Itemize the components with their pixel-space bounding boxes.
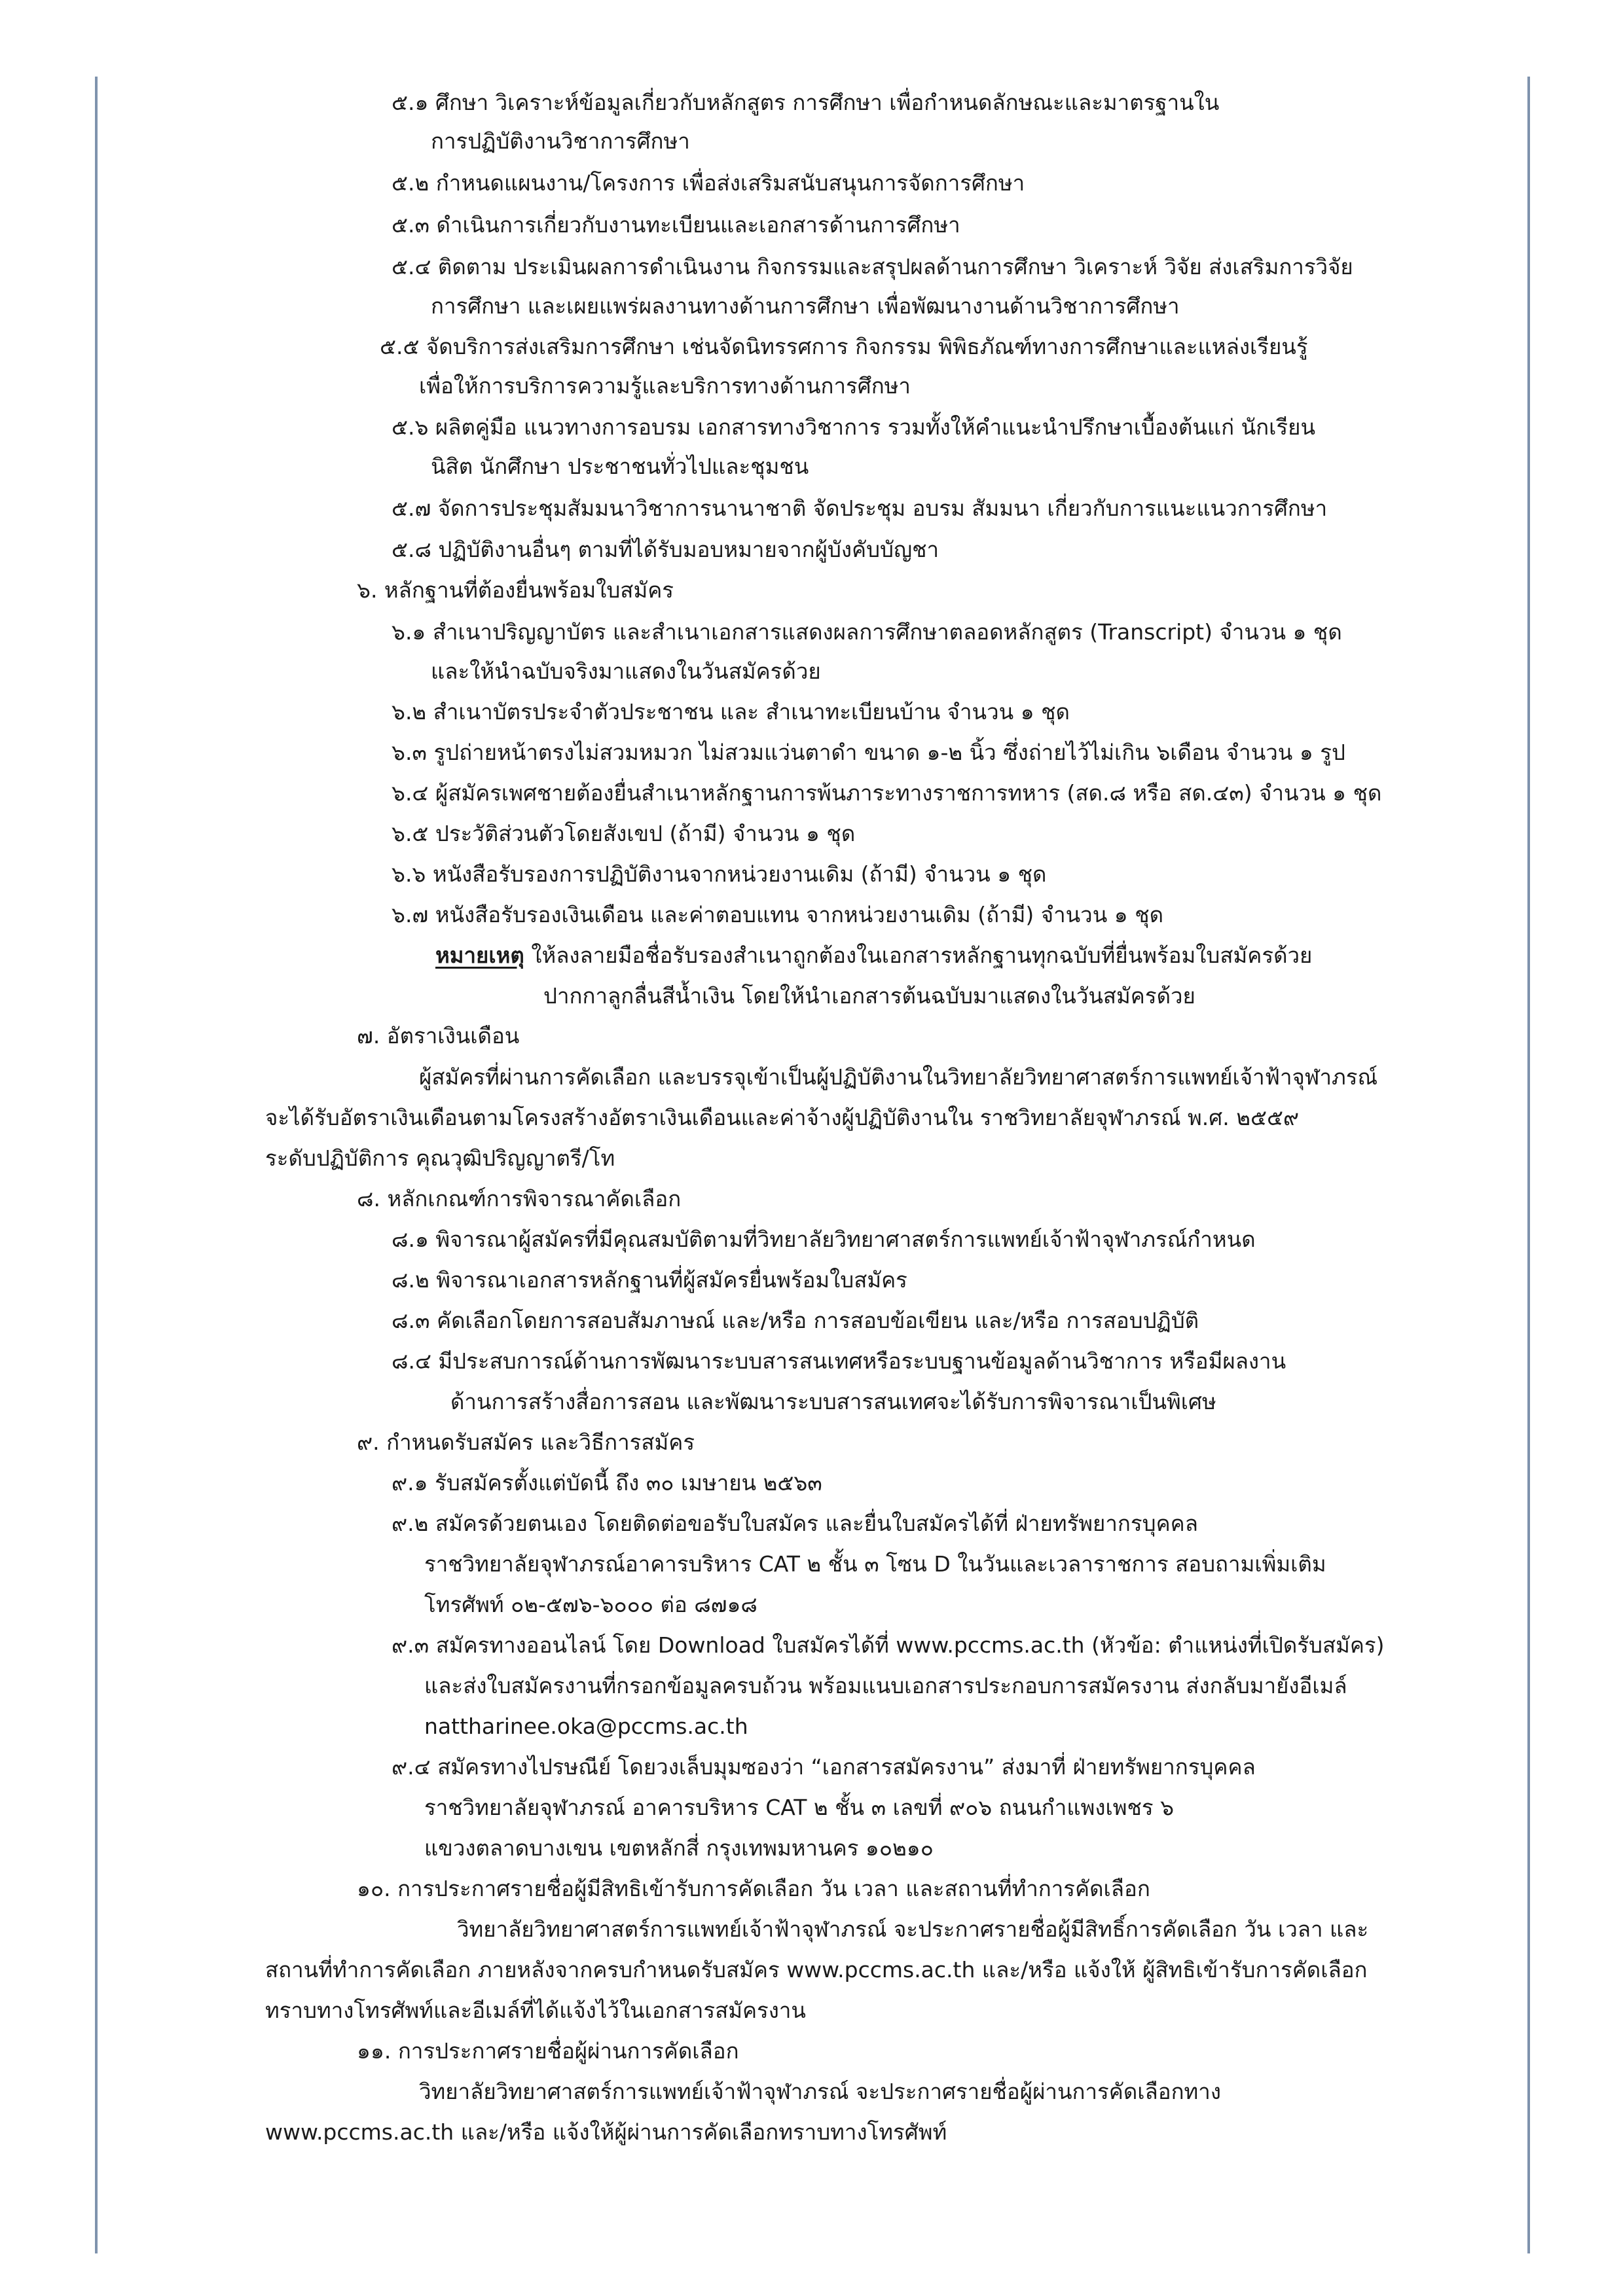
right-margin-rule <box>1527 77 1530 2253</box>
item-5-6-line-1: ๕.๖ ผลิตคู่มือ แนวทางการอบรม เอกสารทางวิชาการ รวมทั้งให้คำแนะนำปรึกษาเบื้องต้นแก่ นักเรียน <box>392 414 1316 440</box>
item-9-2-line-2: ราชวิทยาลัยจุฬาภรณ์อาคารบริหาร CAT ๒ ชั้น ๓ โซน D ในวันและเวลาราชการ สอบถามเพิ่มเติม <box>424 1551 1326 1577</box>
item-9-2-line-3: โทรศัพท์ ๐๒-๕๗๖-๖๐๐๐ ต่อ ๘๗๑๘ <box>424 1592 757 1617</box>
section-11-paragraph-line-1: วิทยาลัยวิทยาศาสตร์การแพทย์เจ้าฟ้าจุฬาภรณ์ จะประกาศรายชื่อผู้ผ่านการคัดเลือกทาง <box>419 2079 1221 2104</box>
item-6-4: ๖.๔ ผู้สมัครเพศชายต้องยื่นสำเนาหลักฐานการพ้นภาระทางราชการทหาร (สด.๘ หรือ สด.๔๓) จำนวน ๑ ชุด <box>392 780 1382 806</box>
section-11-paragraph-line-2: www.pccms.ac.th และ/หรือ แจ้งให้ผู้ผ่านการคัดเลือกทราบทางโทรศัพท์ <box>265 2119 947 2145</box>
item-5-5-line-2: เพื่อให้การบริการความรู้และบริการทางด้านการศึกษา <box>419 373 911 399</box>
item-8-4-line-1: ๘.๔ มีประสบการณ์ด้านการพัฒนาระบบสารสนเทศหรือระบบฐานข้อมูลด้านวิชาการ หรือมีผลงาน <box>392 1348 1286 1374</box>
item-6-1-line-2: และให้นำฉบับจริงมาแสดงในวันสมัครด้วย <box>431 658 821 684</box>
item-5-8: ๕.๘ ปฏิบัติงานอื่นๆ ตามที่ได้รับมอบหมายจากผู้บังคับบัญชา <box>392 537 939 562</box>
section-11-heading: ๑๑. การประกาศรายชื่อผู้ผ่านการคัดเลือก <box>357 2038 739 2064</box>
item-9-3-line-2: และส่งใบสมัครงานที่กรอกข้อมูลครบถ้วน พร้อมแนบเอกสารประกอบการสมัครงาน ส่งกลับมายังอีเมล์ <box>424 1673 1347 1698</box>
item-9-2-line-1: ๙.๒ สมัครด้วยตนเอง โดยติดต่อขอรับใบสมัคร และยื่นใบสมัครได้ที่ ฝ่ายทรัพยากรบุคคล <box>392 1511 1198 1536</box>
item-8-3: ๘.๓ คัดเลือกโดยการสอบสัมภาษณ์ และ/หรือ การสอบข้อเขียน และ/หรือ การสอบปฏิบัติ <box>392 1308 1199 1333</box>
section-7-paragraph-line-1: ผู้สมัครที่ผ่านการคัดเลือก และบรรจุเข้าเป็นผู้ปฏิบัติงานในวิทยาลัยวิทยาศาสตร์การแพทย์เจ้าฟ้าจุฬาภรณ์ <box>419 1064 1378 1090</box>
item-5-6-line-2: นิสิต นักศึกษา ประชาชนทั่วไปและชุมชน <box>431 454 809 479</box>
item-5-7: ๕.๗ จัดการประชุมสัมมนาวิชาการนานาชาติ จัดประชุม อบรม สัมมนา เกี่ยวกับการแนะแนวการศึกษา <box>392 495 1328 521</box>
note-line-1 <box>435 941 1312 970</box>
section-7-paragraph-line-2: จะได้รับอัตราเงินเดือนตามโครงสร้างอัตราเงินเดือนและค่าจ้างผู้ปฏิบัติงานใน ราชวิทยาลัยจุฬาภรณ์ พ.ศ. ๒๕๕๙ <box>265 1105 1300 1130</box>
note-text: ให้ลงลายมือชื่อรับรองสำเนาถูกต้องในเอกสารหลักฐานทุกฉบับที่ยื่นพร้อมใบสมัครด้วย <box>524 942 1313 968</box>
item-8-1: ๘.๑ พิจารณาผู้สมัครที่มีคุณสมบัติตามที่วิทยาลัยวิทยาศาสตร์การแพทย์เจ้าฟ้าจุฬาภรณ์กำหนด <box>392 1227 1256 1252</box>
item-5-3: ๕.๓ ดำเนินการเกี่ยวกับงานทะเบียนและเอกสารด้านการศึกษา <box>392 212 960 238</box>
item-5-5-line-1: ๕.๕ จัดบริการส่งเสริมการศึกษา เช่นจัดนิทรรศการ กิจกรรม พิพิธภัณฑ์ทางการศึกษาและแหล่งเรียนรู้ <box>380 334 1308 359</box>
section-9-heading: ๙. กำหนดรับสมัคร และวิธีการสมัคร <box>357 1429 695 1455</box>
item-6-5: ๖.๕ ประวัติส่วนตัวโดยสังเขป (ถ้ามี) จำนวน ๑ ชุด <box>392 821 856 846</box>
note-label: หมายเหตุ <box>435 942 524 968</box>
section-7-paragraph-line-3: ระดับปฏิบัติการ คุณวุฒิปริญญาตรี/โท <box>265 1145 615 1171</box>
item-5-4-line-2: การศึกษา และเผยแพร่ผลงานทางด้านการศึกษา เพื่อพัฒนางานด้านวิชาการศึกษา <box>431 293 1180 319</box>
item-6-2: ๖.๒ สำเนาบัตรประจำตัวประชาชน และ สำเนาทะเบียนบ้าน จำนวน ๑ ชุด <box>392 699 1070 725</box>
item-8-2: ๘.๒ พิจารณาเอกสารหลักฐานที่ผู้สมัครยื่นพร้อมใบสมัคร <box>392 1267 907 1293</box>
section-10-paragraph-line-3: ทราบทางโทรศัพท์และอีเมล์ที่ได้แจ้งไว้ในเอกสารสมัครงาน <box>265 1998 806 2023</box>
item-6-7: ๖.๗ หนังสือรับรองเงินเดือน และค่าตอบแทน จากหน่วยงานเดิม (ถ้ามี) จำนวน ๑ ชุด <box>392 902 1164 927</box>
item-9-3-line-1: ๙.๓ สมัครทางออนไลน์ โดย Download ใบสมัครได้ที่ www.pccms.ac.th (หัวข้อ: ตำแหน่งที่เปิดรับสมัคร) <box>392 1632 1385 1658</box>
section-7-heading: ๗. อัตราเงินเดือน <box>357 1023 520 1049</box>
item-5-1-line-1: ๕.๑ ศึกษา วิเคราะห์ข้อมูลเกี่ยวกับหลักสูตร การศึกษา เพื่อกำหนดลักษณะและมาตรฐานใน <box>392 90 1220 115</box>
item-9-1: ๙.๑ รับสมัครตั้งแต่บัดนี้ ถึง ๓๐ เมษายน ๒๕๖๓ <box>392 1470 822 1496</box>
item-9-3-email: nattharinee.oka@pccms.ac.th <box>424 1713 748 1739</box>
item-9-4-line-1: ๙.๔ สมัครทางไปรษณีย์ โดยวงเล็บมุมซองว่า “เอกสารสมัครงาน” ส่งมาที่ ฝ่ายทรัพยากรบุคคล <box>392 1754 1256 1780</box>
left-margin-rule <box>95 77 98 2253</box>
item-6-6: ๖.๖ หนังสือรับรองการปฏิบัติงานจากหน่วยงานเดิม (ถ้ามี) จำนวน ๑ ชุด <box>392 861 1047 887</box>
item-5-4-line-1: ๕.๔ ติดตาม ประเมินผลการดำเนินงาน กิจกรรมและสรุปผลด้านการศึกษา วิเคราะห์ วิจัย ส่งเสริมการวิจัย <box>392 254 1353 279</box>
section-10-heading: ๑๐. การประกาศรายชื่อผู้มีสิทธิเข้ารับการคัดเลือก วัน เวลา และสถานที่ทำการคัดเลือก <box>357 1876 1150 1901</box>
item-9-4-line-2: ราชวิทยาลัยจุฬาภรณ์ อาคารบริหาร CAT ๒ ชั้น ๓ เลขที่ ๙๐๖ ถนนกำแพงเพชร ๖ <box>424 1795 1175 1820</box>
item-9-4-line-3: แขวงตลาดบางเขน เขตหลักสี่ กรุงเทพมหานคร ๑๐๒๑๐ <box>424 1835 934 1861</box>
item-5-1-line-2: การปฏิบัติงานวิชาการศึกษา <box>431 128 690 154</box>
section-8-heading: ๘. หลักเกณฑ์การพิจารณาคัดเลือก <box>357 1186 682 1211</box>
item-5-2: ๕.๒ กำหนดแผนงาน/โครงการ เพื่อส่งเสริมสนับสนุนการจัดการศึกษา <box>392 170 1025 196</box>
item-8-4-line-2: ด้านการสร้างสื่อการสอน และพัฒนาระบบสารสนเทศจะได้รับการพิจารณาเป็นพิเศษ <box>450 1389 1216 1414</box>
note-line-2: ปากกาลูกลื่นสีน้ำเงิน โดยให้นำเอกสารต้นฉบับมาแสดงในวันสมัครด้วย <box>543 983 1195 1009</box>
section-6-heading: ๖. หลักฐานที่ต้องยื่นพร้อมใบสมัคร <box>357 577 674 603</box>
item-6-3: ๖.๓ รูปถ่ายหน้าตรงไม่สวมหมวก ไม่สวมแว่นตาดำ ขนาด ๑-๒ นิ้ว ซึ่งถ่ายไว้ไม่เกิน ๖เดือน จำนวน ๑ รูป <box>392 740 1345 765</box>
section-10-paragraph-line-2: สถานที่ทำการคัดเลือก ภายหลังจากครบกำหนดรับสมัคร www.pccms.ac.th และ/หรือ แจ้งให้ ผู้สิทธิเข้ารับการคัดเลือก <box>265 1957 1368 1982</box>
item-6-1-line-1: ๖.๑ สำเนาปริญญาบัตร และสำเนาเอกสารแสดงผลการศึกษาตลอดหลักสูตร (Transcript) จำนวน ๑ ชุด <box>392 619 1342 645</box>
section-10-paragraph-line-1: วิทยาลัยวิทยาศาสตร์การแพทย์เจ้าฟ้าจุฬาภรณ์ จะประกาศรายชื่อผู้มีสิทธิ์การคัดเลือก วัน เวลา และ <box>457 1916 1369 1942</box>
